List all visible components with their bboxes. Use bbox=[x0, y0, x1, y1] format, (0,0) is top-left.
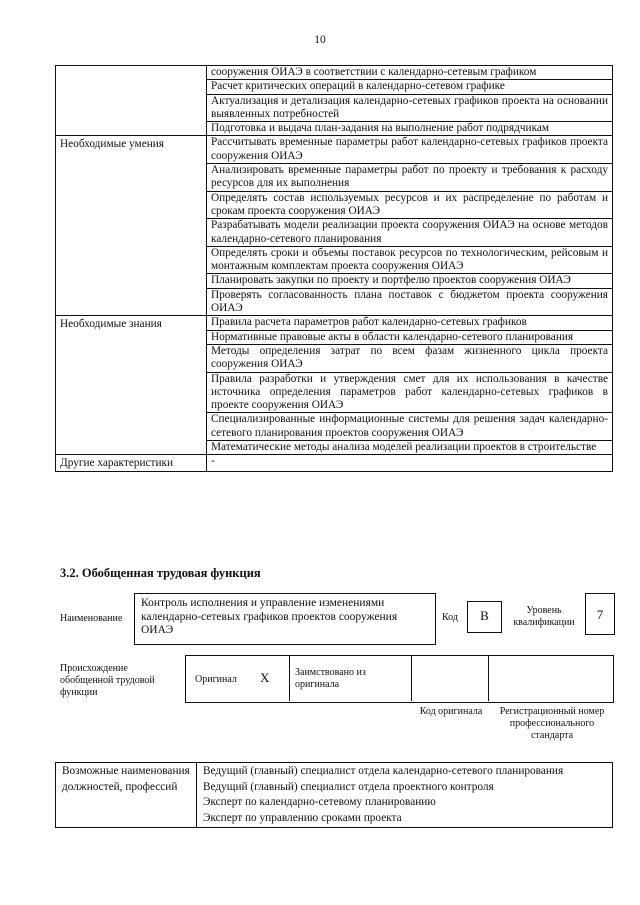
code-original-label: Код оригинала bbox=[419, 706, 483, 717]
table-cell: Специализированные информационные системы для решения задач календарно-сетевого планирования проектов сооружения ОИАЭ bbox=[207, 413, 613, 441]
list-item: Эксперт по календарно-сетевому планированию bbox=[203, 796, 436, 808]
original-label: Оригинал bbox=[195, 674, 237, 685]
table-row bbox=[56, 763, 613, 828]
table-cell: Расчет критических операций в календарно-сетевом графике bbox=[207, 80, 613, 94]
table-cell: Анализировать временные параметры работ по проекту и требования к расходу ресурсов для их выполнения bbox=[207, 164, 613, 192]
table-cell: - bbox=[207, 455, 613, 471]
origin-label: Происхождение обобщенной трудовой функции bbox=[60, 663, 155, 698]
table-cell: Нормативные правовые акты в области календарно-сетевого планирования bbox=[207, 330, 613, 344]
divider bbox=[411, 655, 412, 701]
row-category bbox=[56, 66, 207, 136]
table-cell: сооружения ОИАЭ в соответствии с календарно-сетевым графиком bbox=[207, 66, 613, 80]
table-cell: Актуализация и детализация календарно-сетевых графиков проекта на основании выявленных потребностей bbox=[207, 94, 613, 122]
list-item: Ведущий (главный) специалист отдела проектного контроля bbox=[203, 780, 494, 793]
row-category-skills: Необходимые умения bbox=[56, 136, 207, 316]
code-value: B bbox=[480, 608, 489, 623]
table-cell: Проверять согласованность плана поставок с бюджетом проекта сооружения ОИАЭ bbox=[207, 288, 613, 316]
list-item: Ведущий (главный) специалист отдела календарно-сетевого планирования bbox=[203, 765, 564, 777]
divider bbox=[488, 655, 489, 701]
name-label: Наименование bbox=[60, 613, 123, 624]
function-name: Контроль исполнения и управление изменениями календарно-сетевых графиков проектов сооружения ОИАЭ bbox=[141, 597, 398, 636]
table-cell: Правила расчета параметров работ календарно-сетевых графиков bbox=[207, 316, 613, 330]
table-row bbox=[56, 136, 613, 164]
table-cell: Математические методы анализа моделей реализации проектов в строительстве bbox=[207, 441, 613, 455]
table-cell: Методы определения затрат по всем фазам жизненного цикла проекта сооружения ОИАЭ bbox=[207, 344, 613, 372]
table-row bbox=[56, 316, 613, 330]
table-row bbox=[56, 66, 613, 80]
table-cell: Правила разработки и утверждения смет для их использования в качестве источника определения параметров работ календарно-сетевых графиков в проекте сооружения ОИАЭ bbox=[207, 372, 613, 413]
original-mark: X bbox=[260, 670, 270, 685]
row-category-other: Другие характеристики bbox=[56, 455, 207, 471]
table-row bbox=[56, 455, 613, 471]
table-cell: Разрабатывать модели реализации проекта сооружения ОИАЭ на основе методов календарно-сетевого планирования bbox=[207, 219, 613, 247]
competency-table bbox=[55, 65, 613, 472]
table-cell: Планировать закупки по проекту и портфелю проектов сооружения ОИАЭ bbox=[207, 274, 613, 288]
table-cell: Определять сроки и объемы поставок ресурсов по технологическим, рейсовым и монтажным комплектам проекта сооружения ОИАЭ bbox=[207, 246, 613, 274]
divider bbox=[289, 655, 290, 701]
table-cell: Определять состав используемых ресурсов и их распределение по работам и срокам проекта сооружения ОИАЭ bbox=[207, 191, 613, 219]
section-title: 3.2. Обобщенная трудовая функция bbox=[60, 566, 261, 580]
positions-list bbox=[197, 763, 613, 828]
table-cell: Подготовка и выдача план-задания на выполнение работ подрядчикам bbox=[207, 122, 613, 136]
table-cell: Рассчитывать временные параметры работ календарно-сетевых графиков проекта сооружения ОИАЭ bbox=[207, 136, 613, 164]
positions-category: Возможные наименования должностей, профессий bbox=[56, 763, 197, 828]
code-label: Код bbox=[442, 612, 458, 623]
page-number: 10 bbox=[314, 34, 326, 46]
reg-number-label: Регистрационный номер профессионального стандарта bbox=[499, 706, 605, 741]
positions-table bbox=[55, 762, 613, 828]
level-label: Уровень квалификации bbox=[513, 605, 575, 628]
row-category-knowledge: Необходимые знания bbox=[56, 316, 207, 455]
borrowed-label: Заимствовано из оригинала bbox=[295, 667, 366, 690]
level-value: 7 bbox=[596, 607, 604, 622]
list-item: Эксперт по управлению сроками проекта bbox=[203, 811, 402, 824]
